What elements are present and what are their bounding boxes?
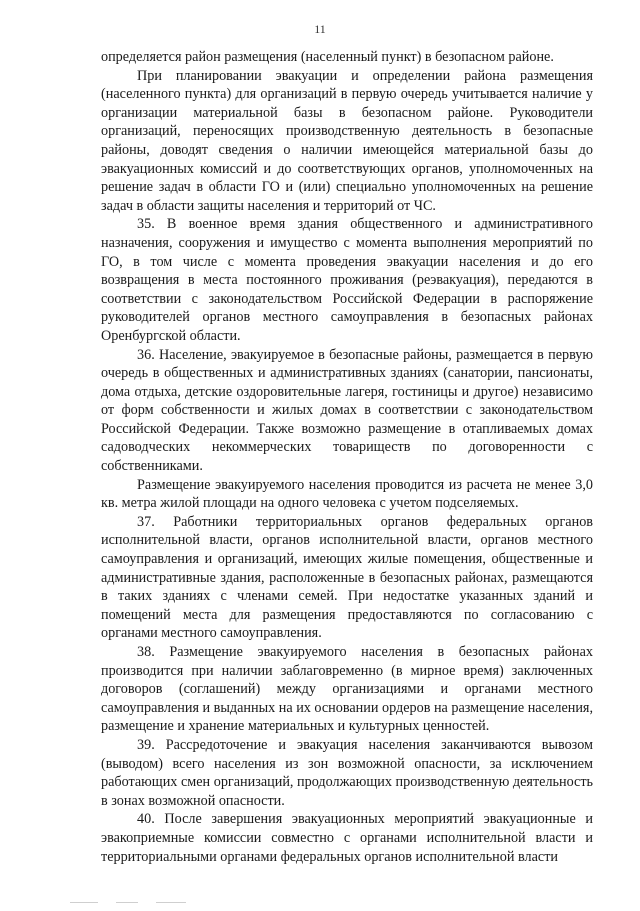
document-body [101, 48, 593, 866]
paragraph-38: 38. Размещение эвакуируемого населения в безопасных районах производится при наличии заблаговременно (в мирное время) заключенных договоров (соглашений) между организациями и органами местного самоуправления и выданных на их основании ордеров на размещение населения, размещение и хранение материальных и культурных ценностей. [101, 644, 593, 735]
paragraph-35: 35. В военное время здания общественного и административного назначения, сооружения и имущество с момента выполнения мероприятий по ГО, в том числе с момента проведения эвакуации населения и до его возвращения в места постоянного проживания (реэвакуация), передаются в соответствии с законодательством Российской Федерации в распоряжение руководителей органов местного самоуправления в безопасных районах Оренбургской области. [101, 216, 593, 344]
scan-artifact-marks [70, 893, 210, 897]
paragraph-continuation: определяется район размещения (населенный пункт) в безопасном районе. [101, 49, 554, 65]
paragraph-39: 39. Рассредоточение и эвакуация населения заканчиваются вывозом (выводом) всего населения из зон возможной опасности, за исключением работающих смен организаций, продолжающих производственную деятельность в зонах возможной опасности. [101, 736, 593, 809]
paragraph-36: 36. Население, эвакуируемое в безопасные районы, размещается в первую очередь в общественных и административных зданиях (санатории, пансионаты, дома отдыха, детские оздоровительные лагеря, гостиницы и другое) независимо от форм собственности и жилых домах в соответствии с законодательством Российской Федерации. Также возможно размещение в отапливаемых домах садоводческих некоммерческих товариществ по договоренности с собственниками. [101, 346, 593, 475]
paragraph-40: 40. После завершения эвакуационных мероприятий эвакуационные и эвакоприемные комиссии совместно с органами исполнительной власти и территориальными органами федеральных органов исполнительной власти [101, 811, 593, 865]
paragraph-housing-norm: Размещение эвакуируемого населения проводится из расчета не менее 3,0 кв. метра жилой площади на одного человека с учетом подселяемых. [101, 476, 593, 512]
paragraph-37: 37. Работники территориальных органов федеральных органов исполнительной власти, органов исполнительной власти, органов местного самоуправления и организаций, имеющих жилые помещения, общественные и административные здания, расположенные в безопасных районах, размещаются в таких зданиях с членами семей. При недостатке указанных зданий и помещений места для размещения предоставляются по согласованию с органами местного самоуправления. [101, 513, 593, 642]
paragraph-planning: При планировании эвакуации и определении района размещения (населенного пункта) для организаций в первую очередь учитывается наличие у организации материальной базы в безопасном районе. Руководители организаций, переносящих производственную деятельность в безопасные районы, доводят сведения о наличии имеющейся материальной базы до эвакуационных комиссий и до соответствующих органов, уполномоченных на решение задач в области ГО и (или) специально уполномоченных на решение задач в области защиты населения и территорий от ЧС. [101, 67, 593, 214]
page-number: 11 [314, 22, 326, 36]
